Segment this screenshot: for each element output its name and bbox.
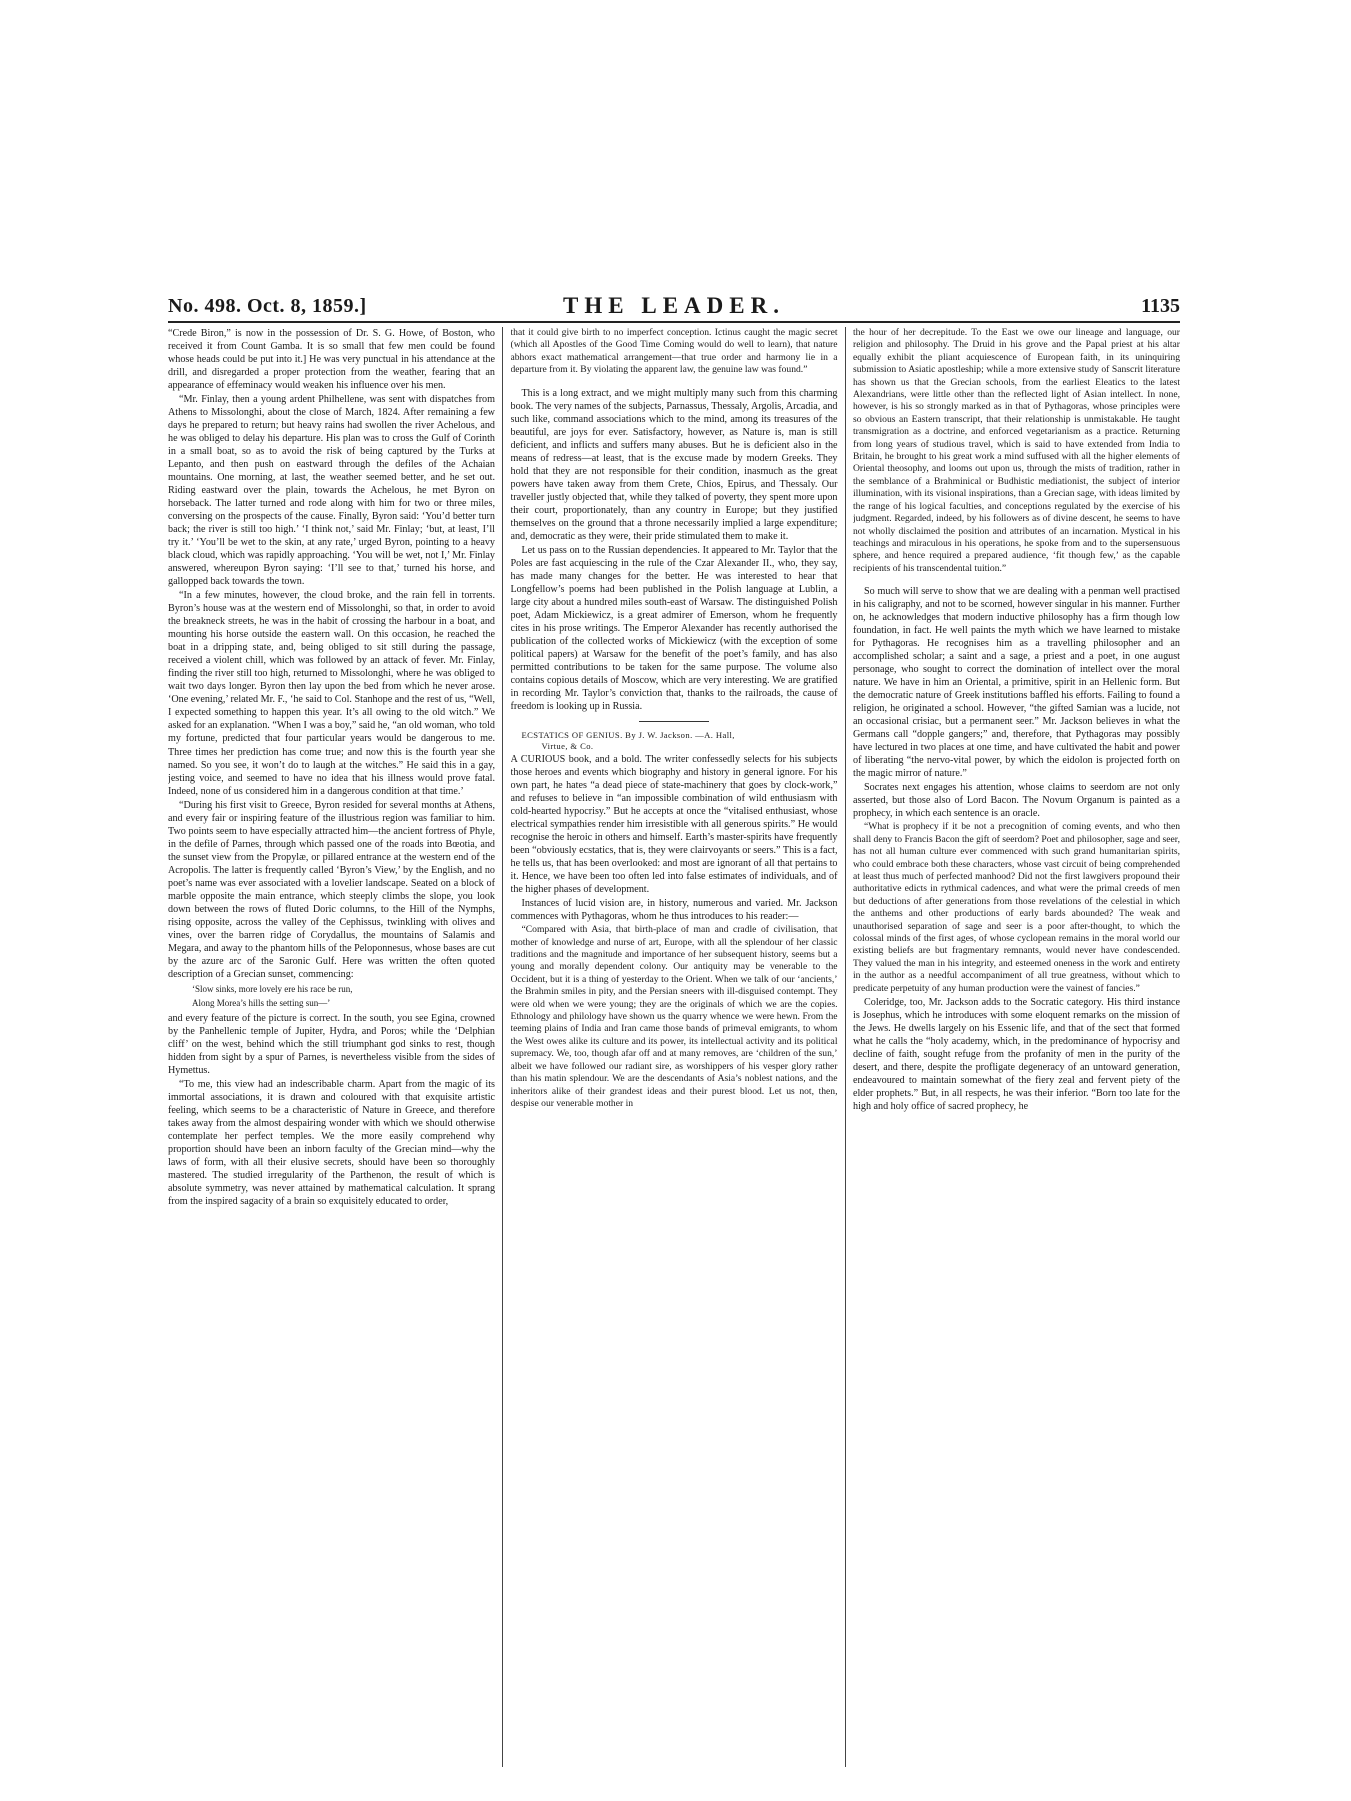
column-2 — [511, 327, 838, 1767]
block-quote: “Compared with Asia, that birth-place of man and cradle of civilisation, that mother of knowledge and nurse of art, Europe, with all the splendour of her classic traditions and the magnitude and importance of her subsequent history, seems but a young and morally dependent colony. Our antiquity may be venerable to the Occident, but it is a thing of yesterday to the Orient. When we talk of our ‘ancients,’ the Brahmin smiles in pity, and the Persian sneers with ill-disguised contempt. They were old when we were young; they are the originals of which we are the copies. Ethnology and philology have shown us the quarry whence we were hewn. From the teeming plains of India and Iran came those bands of primeval emigrants, to whom the West owes alike its culture and its power, its intellectual activity and its political supremacy. We, too, though afar off and at many removes, are ‘children of the sun,’ albeit we have followed our radiant sire, as worshippers of his vesper glory rather than his matin splendour. We are the descendants of Asia’s noblest nations, and the inheritors alike of their grandest ideas and their purest blood. Let us not, then, despise our venerable mother in — [510, 924, 838, 1109]
block-quote: “What is prophecy if it be not a precognition of coming events, and who then shall deny to Francis Bacon the gift of seerdom? Poet and philosopher, sage and seer, has not all human culture ever commenced with such grand humanitarian spirits, who could embrace both these characters, whose vast circuit of being comprehended at least thus much of perfected manhood? Did not the first lawgivers propound their authoritative edicts in rythmical cadences, and what were the primal creeds of men but deductions of after generations from those revelations of the celestial in which the anthems and other productions of early bards abounded? The weak and unauthorised separation of sage and seer is a poor after-thought, to which the colossal minds of the first ages, of whose cyclopean remains in the moral world our existing beliefs are but fragmentary remnants, would never have condescended. They valued the man in his integrity, and esteemed oneness in the work and entirety in the author as a needful accompaniment of all true greatness, without which to predicate perpetuity of any human production were the vainest of fancies.” — [853, 821, 1180, 994]
paragraph: “Crede Biron,” is now in the possession of Dr. S. G. Howe, of Boston, who received it from Count Gamba. It is so small that few men could be found whose heads could be put into it.] He was very punctual in his attendance at the drill, and disregarded a proper protection from the weather, fearing that an appearance of effeminacy would weaken his influence over his men. — [168, 328, 495, 392]
page-number: 1135 — [1141, 295, 1180, 317]
masthead-title: THE LEADER. — [563, 293, 785, 318]
paragraph: that it could give birth to no imperfect conception. Ictinus caught the magic secret (which all Apostles of the Good Time Coming would do well to learn), that nature abhors exact mathematical arrangement—that true order and harmony lie in a departure from it. By violating the apparent law, the genuine law was found.” — [510, 327, 838, 376]
paragraph: Coleridge, too, Mr. Jackson adds to the Socratic category. His third instance is Josephus, which he introduces with some eloquent remarks on the mission of the Jews. He dwells largely on his Essenic life, and that of the sect that formed what he calls the “holy academy, which, in the predominance of hypocrisy and decline of faith, sought refuge from the profanity of men in the purity of the desert, and there, despite the profligate degeneracy of an untoward generation, endeavoured to maintain somewhat of the fiery zeal and fervent piety of the elder prophets.” But, in all respects, he was their inferior. “Born too late for the high and holy office of sacred prophecy, he — [853, 997, 1180, 1113]
block-quote: the hour of her decrepitude. To the East we owe our lineage and language, our religion and philosophy. The Druid in his grove and the Papal priest at his altar equally exhibit the pliant acquiescence of European faith, in its uninquiring submission to Asiatic apostleship; while a more extensive study of Sanscrit literature has shown us that the Grecian schools, from the earliest Eleatics to the latest Alexandrians, were little other than the reflected light of Asian intellect. In none, however, is his so strongly marked as in that of Pythagoras, whose principles were so obvious an Eastern transcript, that their relationship is unmistakable. He taught transmigration as a doctrine, and enforced vegetarianism as a practice. Returning from long years of studious travel, which is said to have extended from India to Britain, he brought to his great work a mind suffused with all the higher elements of Oriental theosophy, and looms out upon us, through the mists of tradition, rather in the semblance of a Brahminical or Budhistic mediationist, the subject of interior illumination, with its visional inspirations, than a Grecian sage, with ideas limited by the range of his logical faculties, and conceptions regulated by the exercise of his judgment. Regarded, indeed, by his followers as of divine descent, he seems to have not wholly disclaimed the position and attributes of an incarnation. Mystical in his teachings and miraculous in his operations, he spoke from and to the supersensuous sphere, and hence required a prepared audience, ‘fit though few,’ as the capable recipients of his transcendental tuition.” — [853, 327, 1180, 574]
paragraph: Socrates next engages his attention, whose claims to seerdom are not only asserted, but those also of Lord Bacon. The Novum Organum is painted as a prophecy, in which each sentence is an oracle. — [853, 782, 1180, 820]
review-title: ECSTATICS OF GENIUS. By J. W. Jackson. —A. Hall, — [521, 730, 735, 741]
paragraph: and every feature of the picture is correct. In the south, you see Egina, crowned by the Panhellenic temple of Jupiter, Hydra, and Poros; while the ‘Delphian cliff’ on the west, behind which the still triumphant god sinks to rest, though hidden from sight by a spur of Parnes, is nevertheless visible from the sides of Hymettus. — [168, 1012, 495, 1076]
column-3 — [853, 327, 1180, 1767]
column-divider — [845, 327, 846, 1767]
column-1 — [168, 327, 495, 1767]
paragraph: “In a few minutes, however, the cloud broke, and the rain fell in torrents. Byron’s house was at the western end of Missolonghi, so that, in order to avoid the breakneck streets, he was in the habit of crossing the harbour in a boat, and mounting his horse outside the eastern wall. On this occasion, he reached the boat in a dripping state, and, being obliged to sit still during the passage, received a violent chill, which was followed by an attack of fever. Mr. Finlay, finding the river still too high, returned to Missolonghi, where he was obliged to wait two days longer. Byron then lay upon the bed from which he never arose. ‘One evening,’ related Mr. F., ‘he said to Col. Stanhope and the rest of us, “Well, I expected something to happen this year. It’s all owing to the old witch.” We asked for an explanation. “When I was a boy,” said he, “an old woman, who told my fortune, predicted that four particular years would be dangerous to me. Three times her prediction has come true; and now this is the fourth year she named. So you see, it won’t do to laugh at the witches.” He said this in a gay, jesting voice, and seemed to have no idea that his illness would prove fatal. Indeed, none of us considered him in a dangerous condition at that time.’ — [168, 590, 495, 797]
paragraph: “To me, this view had an indescribable charm. Apart from the magic of its immortal associations, it is drawn and coloured with that exquisite artistic feeling, which seems to be a characteristic of Nature in Greece, and therefore takes away from the almost despairing wonder with which we should otherwise contemplate her perfect temples. We the more easily comprehend why proportion should have been an inborn faculty of the Grecian mind—why the laws of form, with all their elusive secrets, should have been so thoroughly mastered. The studied irregularity of the Parthenon, the result of which is absolute symmetry, was never attained by mathematical calculation. It sprang from the inspired sagacity of a brain so exquisitely educated to order, — [168, 1078, 495, 1207]
paragraph: A CURIOUS book, and a bold. The writer confessedly selects for his subjects those heroes and events which biography and history in general ignore. For his own part, he hates “a dead piece of state-machinery that goes by clock-work,” and refuses to believe in “an impossible combination of wild enthusiasm with cold-hearted hypocrisy.” But he accepts at once the “vitalised enthusiast, whose electrical sympathies render him irresistible with all generous spirits.” He would recognise the heroic in others and himself. Earth’s master-spirits have frequently been “obviously ecstatics, that is, they were clairvoyants or seers.” This is a fact, he tells us, that has been overlooked: and most are ignorant of all that pertains to it. Hence, we have been too often led into false estimates of individuals, and of the higher phases of development. — [510, 754, 838, 896]
paragraph: Instances of lucid vision are, in history, numerous and varied. Mr. Jackson commences with Pythagoras, whom he thus introduces to his reader:— — [510, 898, 838, 923]
column-divider — [502, 327, 503, 1767]
issue-number-date: No. 498. Oct. 8, 1859.] — [168, 295, 367, 317]
paragraph: This is a long extract, and we might multiply many such from this charming book. The very names of the subjects, Parnassus, Thessaly, Argolis, Arcadia, and such like, command associations which to the mind, among its treasures of the beautiful, are joys for ever. Satisfactory, however, as Nature is, man is still deficient, and inflicts and suffers many abuses. But he is deficient also in the means of redress—at least, that is the excuse made by modern Greeks. They hold that they are not responsible for their condition, inasmuch as the great powers have taken away from them Crete, Chios, Epirus, and Thessaly. Our traveller justly objected that, while they talked of poverty, they spent more upon their court, proportionately, than any country in Europe; but they justified themselves on the ground that a throne necessarily implied a large expenditure; and, democratic as they were, their pride stimulated them to make it. — [510, 387, 838, 542]
review-publisher: Virtue, & Co. — [541, 741, 594, 752]
paragraph: “Mr. Finlay, then a young ardent Philhellene, was sent with dispatches from Athens to Missolonghi, about the close of March, 1824. After remaining a few days he prepared to return; but heavy rains had swollen the river Achelous, and he was obliged to delay his departure. His plan was to cross the Gulf of Corinth in a small boat, so as to avoid the risk of being captured by the Turks at Lepanto, and then push on eastward through the defiles of the Achaian mountains. One morning, at last, the weather seemed better, and he set out. Riding eastward over the plain, towards the Achelous, he met Byron on horseback. The latter turned and rode along with him for two or three miles, conversing on the prospects of the cause. Finally, Byron said: ‘You’d better turn back; the river is still too high.’ ‘I think not,’ said Mr. Finlay; ‘but, at least, I’ll try it.’ ‘You’ll be wet to the skin, at any rate,’ urged Byron, pointing to a heavy black cloud, which was rapidly approaching. ‘You will be wet, not I,’ Mr. Finlay answered, whereupon Byron saying: ‘I’ll see to that,’ turned his horse, and gallopped back towards the town. — [168, 394, 495, 588]
paragraph: “During his first visit to Greece, Byron resided for several months at Athens, and every fair or inspiring feature of the illustrious region was familiar to him. Two points seem to have especially attracted him—the ancient fortress of Phyle, in the defile of Parnes, through which passed one of the roads into Bœotia, and the sunset view from the Propylæ, or pillared entrance at the western end of the Acropolis. The latter is frequently called ‘Byron’s View,’ by the English, and no poet’s name was ever associated with a lovelier landscape. Seated on a block of marble opposite the main entrance, which steeply climbs the slope, you look down between the rows of fluted Doric columns, to the Hill of the Nymphs, rising opposite, across the valley of the Cephissus, twinkling with olives and vines, over the barren ridge of Corydallus, the mountains of Salamis and Megara, and away to the phantom hills of the Peloponnesus, whose bases are cut by the azure arc of the Saronic Gulf. Here was written the often quoted description of a Grecian sunset, commencing: — [168, 799, 495, 980]
article-columns — [168, 327, 1180, 1767]
paragraph: So much will serve to show that we are dealing with a penman well practised in his caligraphy, and not to be scorned, however singular in his manner. Further on, he acknowledges that modern inductive philosophy has a firm though low foundation, in fact. He well paints the myth which we have learned to mistake for Pythagoras. He recognises him as a travelling philosopher and an accomplished scholar; a saint and a sage, a priest and a poet, in one august personage, who sought to correct the domination of intellect over the moral nature. We have in him an Oriental, a primitive, spirit in an Hellenic form. But the democratic nature of Greek institutions baffled his efforts. Failing to found a religion, he originated a school. However, “the gifted Samian was a lucide, not an occasional crisiac, but a permanent seer.” Mr. Jackson believes in what the Germans call “dopple gangers;” and, therefore, that Pythagoras may possibly have lectured in two places at one time, and have cultivated the habit and power of liberating “the nervo-vital power, by which the eidolon is projected forth on the magic mirror of nature.” — [853, 586, 1180, 780]
verse-line: ‘Slow sinks, more lovely ere his race be run, — [192, 983, 353, 994]
verse-line: Along Morea’s hills the setting sun—’ — [192, 997, 331, 1008]
page-header — [168, 295, 1180, 323]
section-divider — [639, 721, 709, 722]
paragraph: Let us pass on to the Russian dependencies. It appeared to Mr. Taylor that the Poles are fast acquiescing in the rule of the Czar Alexander II., who, they say, has made many changes for the better. He was interested to hear that Longfellow’s poems had been published in the Polish language at Lublin, a large city about a hundred miles south-east of Warsaw. The distinguished Polish poet, Adam Mickiewicz, is a great admirer of Emerson, whom he frequently cites in his prose writings. The Emperor Alexander has recently authorised the publication of the collected works of Mickiewicz (with the exception of some political papers) at Warsaw for the benefit of the poet’s family, and has also permitted contributions to be taken for the same purpose. The volume also contains copious details of Moscow, which are very interesting. We are gratified in recording Mr. Taylor’s conviction that, thanks to the railroads, the cause of freedom is looking up in Russia. — [510, 544, 838, 712]
review-heading — [511, 730, 838, 752]
